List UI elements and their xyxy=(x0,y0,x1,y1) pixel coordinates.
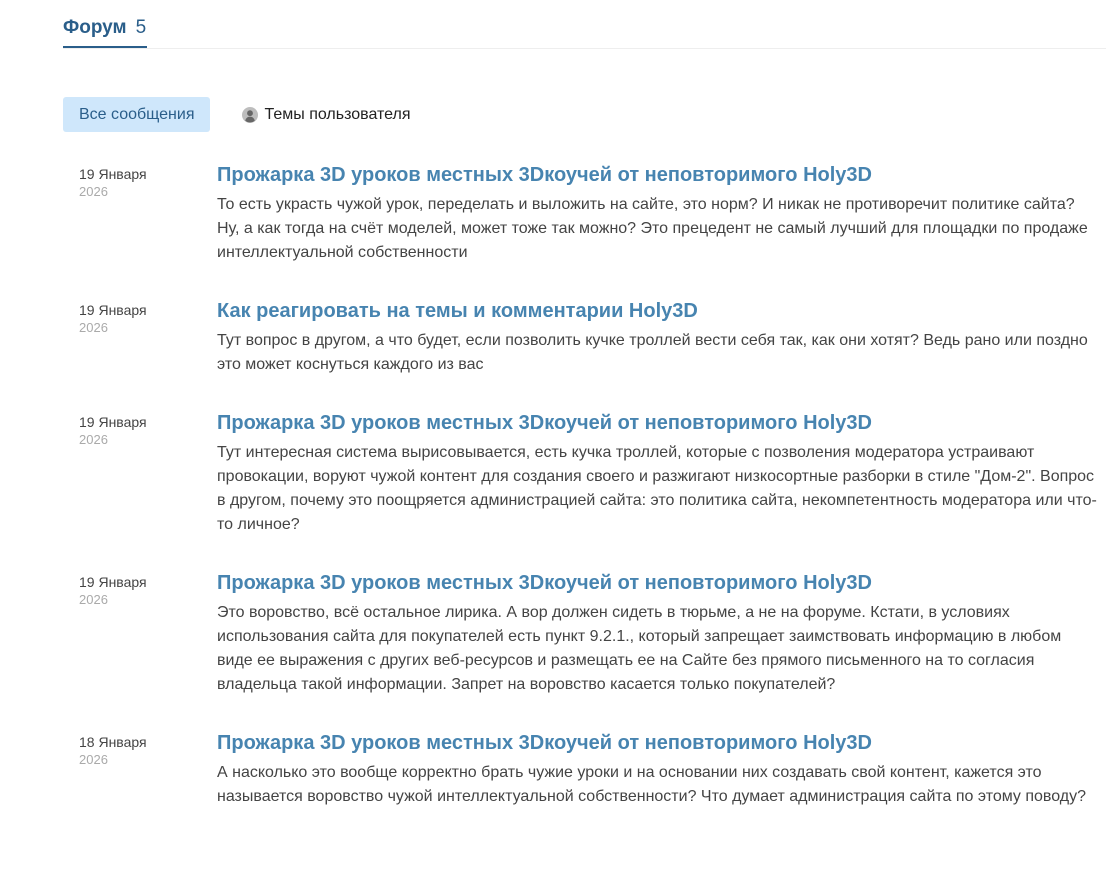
post-date-year: 2026 xyxy=(79,432,108,447)
post-date xyxy=(79,301,199,337)
post-date xyxy=(79,733,199,769)
user-topics-button[interactable] xyxy=(242,97,410,132)
post-body xyxy=(217,413,1097,537)
profile-forum-section xyxy=(63,0,1106,805)
tab-forum-label: Форум xyxy=(63,17,127,38)
post-date xyxy=(79,413,199,449)
post-excerpt: А насколько это вообще корректно брать чужие уроки и на основании них создавать свой контент, кажется это называется воровство чужой интеллектуальной собственности? Что думает администрация сайта по этому поводу? xyxy=(217,764,1087,805)
post-excerpt: Это воровство, всё остальное лирика. А вор должен сидеть в тюрьме, а не на форуме. Кстати, в условиях использования сайта для покупателей есть пункт 9.2.1., который запрещает заимствовать информацию в любом виде ее выражения с других веб-ресурсов и размещать ее на Сайте без прямого письменного на то согласия владельца такой информации. Запрет на воровство касается только покупателей? xyxy=(217,604,1062,693)
post-date-year: 2026 xyxy=(79,752,108,767)
post-date-day: 19 Января xyxy=(79,414,147,430)
post-date-year: 2026 xyxy=(79,592,108,607)
post-title-link[interactable]: Прожарка 3D уроков местных 3Dкоучей от неповторимого Holy3D xyxy=(217,572,872,594)
post-title-link[interactable]: Прожарка 3D уроков местных 3Dкоучей от неповторимого Holy3D xyxy=(217,412,872,434)
post-excerpt: Тут интересная система вырисовывается, есть кучка троллей, которые с позволения модератора устраивают провокации, воруют чужой контент для создания своего и разжигают низкосортные разборки в стиле "Дом-2". Вопрос в другом, почему это поощряется администрацией сайта: это политика сайта, некомпетентность модератора или что-то личное? xyxy=(217,444,1097,533)
user-icon xyxy=(242,107,258,123)
post-date-day: 19 Января xyxy=(79,574,147,590)
tab-forum[interactable] xyxy=(63,15,147,48)
post-title-link[interactable]: Как реагировать на темы и комментарии Holy3D xyxy=(217,300,698,322)
post-date-day: 19 Января xyxy=(79,166,147,182)
user-topics-label: Темы пользователя xyxy=(264,105,411,123)
all-messages-button[interactable]: Все сообщения xyxy=(63,97,210,132)
post-date-year: 2026 xyxy=(79,320,108,335)
post-date-year: 2026 xyxy=(79,184,108,199)
post-body xyxy=(217,573,1097,697)
post-body xyxy=(217,301,1097,377)
post-date-day: 19 Января xyxy=(79,302,147,318)
post-excerpt: Тут вопрос в другом, а что будет, если позволить кучке троллей вести себя так, как они хотят? Ведь рано или поздно это может коснуться каждого из вас xyxy=(217,332,1088,373)
tab-forum-count: 5 xyxy=(135,17,147,38)
filter-bar xyxy=(63,97,411,132)
section-tabbar xyxy=(63,0,1106,49)
post-date-day: 18 Января xyxy=(79,734,147,750)
post-body xyxy=(217,165,1097,265)
post-excerpt: То есть украсть чужой урок, переделать и выложить на сайте, это норм? И никак не противоречит политике сайта? Ну, а как тогда на счёт моделей, может тоже так можно? Это прецедент не самый лучший для площадки по продаже интеллектуальной собственности xyxy=(217,196,1088,261)
post-date xyxy=(79,165,199,201)
post-title-link[interactable]: Прожарка 3D уроков местных 3Dкоучей от неповторимого Holy3D xyxy=(217,164,872,186)
post-body xyxy=(217,733,1097,809)
post-date xyxy=(79,573,199,609)
post-title-link[interactable]: Прожарка 3D уроков местных 3Dкоучей от неповторимого Holy3D xyxy=(217,732,872,754)
